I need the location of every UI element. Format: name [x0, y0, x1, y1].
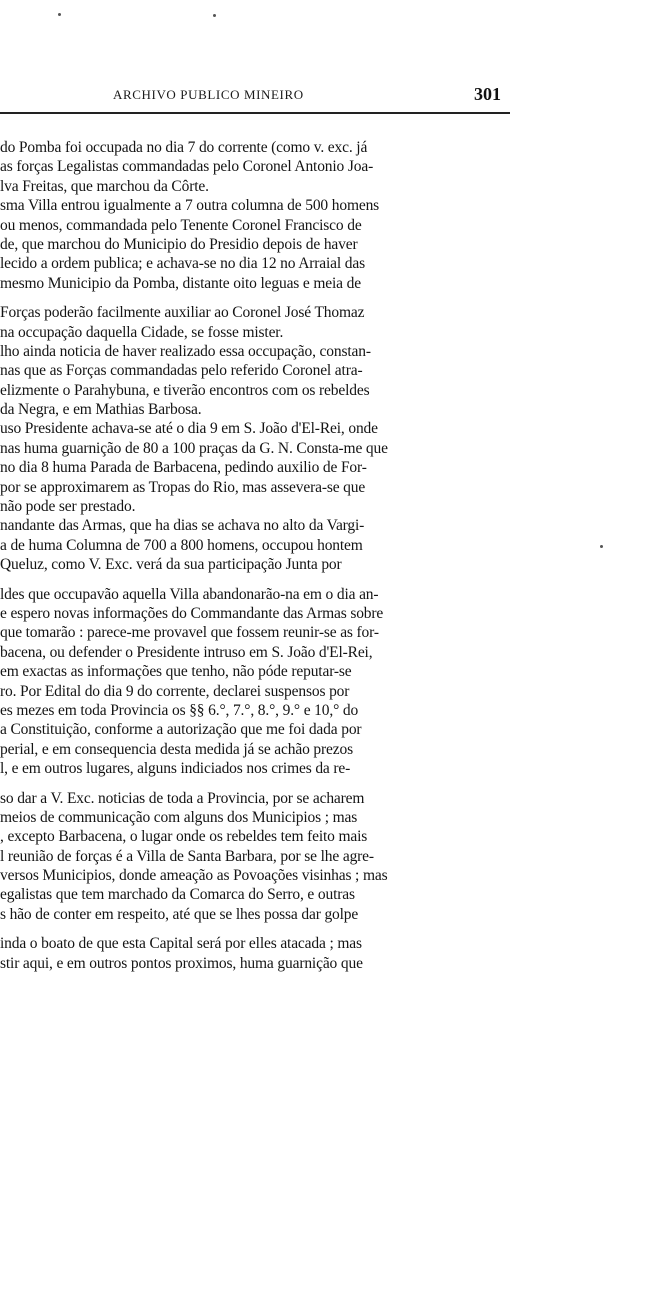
paragraph-gap — [0, 293, 520, 303]
text-line: nas huma guarnição de 80 a 100 praças da G. N. Consta-me que — [0, 439, 388, 457]
text-line: lecido a ordem publica; e achava-se no dia 12 no Arraial das — [0, 255, 366, 273]
text-line: na occupação daquella Cidade, se fosse mister. — [0, 323, 284, 341]
running-title: ARCHIVO PUBLICO MINEIRO — [113, 87, 304, 102]
text-line: s hão de conter em respeito, até que se lhes possa dar golpe — [0, 905, 359, 923]
text-line: em exactas as informações que tenho, não póde reputar-se — [0, 663, 352, 681]
text-line: nas que as Forças commandadas pelo referido Coronel atra- — [0, 362, 363, 380]
text-line: a Constituição, conforme a autorização que me foi dada por — [0, 721, 362, 739]
text-line: Forças poderão facilmente auxiliar ao Coronel José Thomaz — [0, 304, 365, 322]
text-line: so dar a V. Exc. noticias de toda a Provincia, por se acharem — [0, 789, 365, 807]
text-line: Queluz, como V. Exc. verá da sua participação Junta por — [0, 556, 342, 574]
text-line: ro. Por Edital do dia 9 do corrente, declarei suspensos por — [0, 682, 350, 700]
text-line: mesmo Municipio da Pomba, distante oito leguas e meia de — [0, 274, 361, 292]
paragraph-gap — [0, 575, 520, 585]
print-speck — [213, 14, 216, 17]
text-line: versos Municipios, donde ameação as Povoações visinhas ; mas — [0, 867, 388, 885]
text-line: lva Freitas, que marchou da Côrte. — [0, 177, 209, 195]
print-speck — [600, 545, 603, 548]
header-rule — [0, 112, 510, 114]
text-line: uso Presidente achava-se até o dia 9 em S. João d'El-Rei, onde — [0, 420, 378, 438]
text-line: que tomarão : parece-me provavel que fossem reunir-se as for- — [0, 624, 379, 642]
text-line: lho ainda noticia de haver realizado essa occupação, constan- — [0, 342, 371, 360]
text-line: da Negra, e em Mathias Barbosa. — [0, 401, 202, 419]
body-text — [0, 138, 520, 973]
paragraph — [0, 303, 520, 574]
text-line: inda o boato de que esta Capital será por elles atacada ; mas — [0, 935, 362, 953]
text-line: perial, e em consequencia desta medida já se achão prezos — [0, 740, 353, 758]
paragraph — [0, 585, 520, 779]
text-line: , excepto Barbacena, o lugar onde os rebeldes tem feito mais — [0, 828, 368, 846]
text-line: e espero novas informações do Commandante das Armas sobre — [0, 604, 384, 622]
text-line: no dia 8 huma Parada de Barbacena, pedindo auxilio de For- — [0, 459, 367, 477]
paragraph — [0, 934, 520, 973]
page-number: 301 — [474, 84, 501, 104]
paragraph — [0, 138, 520, 293]
page-header — [0, 84, 510, 110]
text-line: a de huma Columna de 700 a 800 homens, occupou hontem — [0, 536, 363, 554]
text-line: sma Villa entrou igualmente a 7 outra columna de 500 homens — [0, 197, 380, 215]
text-line: não pode ser prestado. — [0, 498, 136, 516]
text-line: stir aqui, e em outros pontos proximos, huma guarnição que — [0, 954, 363, 972]
text-line: l reunião de forças é a Villa de Santa Barbara, por se lhe agre- — [0, 847, 374, 865]
text-line: elizmente o Parahybuna, e tiverão encontros com os rebeldes — [0, 381, 370, 399]
print-speck — [58, 13, 61, 16]
text-line: nandante das Armas, que ha dias se achava no alto da Vargi- — [0, 517, 365, 535]
paragraph — [0, 789, 520, 925]
text-line: bacena, ou defender o Presidente intruso em S. João d'El-Rei, — [0, 643, 373, 661]
text-line: egalistas que tem marchado da Comarca do Serro, e outras — [0, 886, 355, 904]
text-line: meios de communicação com alguns dos Municipios ; mas — [0, 808, 358, 826]
text-line: as forças Legalistas commandadas pelo Coronel Antonio Joa- — [0, 158, 374, 176]
text-line: l, e em outros lugares, alguns indiciados nos crimes da re- — [0, 760, 351, 778]
text-line: de, que marchou do Municipio do Presidio depois de haver — [0, 235, 358, 253]
text-line: es mezes em toda Provincia os §§ 6.°, 7.°, 8.°, 9.° e 10,° do — [0, 701, 359, 719]
paragraph-gap — [0, 779, 520, 789]
text-line: por se approximarem as Tropas do Rio, mas assevera-se que — [0, 478, 366, 496]
text-line: do Pomba foi occupada no dia 7 do corrente (como v. exc. já — [0, 139, 368, 156]
text-line: ou menos, commandada pelo Tenente Coronel Francisco de — [0, 216, 362, 234]
text-line: ldes que occupavão aquella Villa abandonarão-na em o dia an- — [0, 585, 379, 603]
paragraph-gap — [0, 924, 520, 934]
